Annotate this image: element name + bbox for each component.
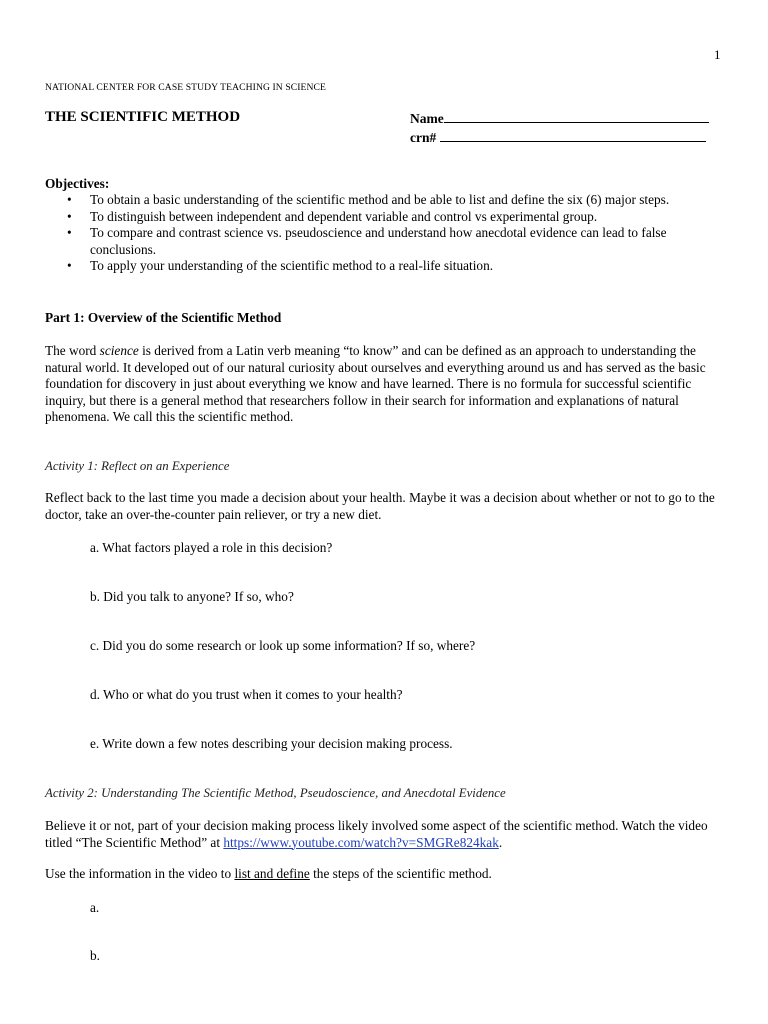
- name-blank-line[interactable]: [444, 109, 709, 123]
- document-title: THE SCIENTIFIC METHOD: [45, 109, 241, 125]
- question-a: a. What factors played a role in this decision?: [90, 540, 333, 555]
- objective-item: • To obtain a basic understanding of the scientific method and be able to list and define the six (6) major steps.: [67, 192, 670, 207]
- activity2-paragraph: Believe it or not, part of your decision making process likely involved some aspect of the scientific method. Watch the video titled “The Scientific Method” at https://www.youtube.com/watch?v=SMGRe824kak.: [45, 818, 708, 850]
- crn-blank-line[interactable]: [440, 128, 706, 142]
- italic-term: science: [99, 343, 139, 358]
- question-e: e. Write down a few notes describing your decision making process.: [90, 736, 453, 751]
- bullet-icon: •: [67, 225, 72, 240]
- question-c: c. Did you do some research or look up some information? If so, where?: [90, 638, 476, 653]
- crn-field-row: [410, 128, 706, 147]
- question-d: d. Who or what do you trust when it comes to your health?: [90, 687, 403, 702]
- step-a: a.: [90, 900, 100, 915]
- objectives-list: [45, 192, 735, 275]
- youtube-video-link[interactable]: https://www.youtube.com/watch?v=SMGRe824kak: [223, 834, 499, 850]
- underlined-phrase: list and define: [234, 866, 310, 881]
- activity1-title: Activity 1: Reflect on an Experience: [45, 459, 230, 473]
- part1-paragraph: The word science is derived from a Latin verb meaning “to know” and can be defined as an approach to understanding the natural world. It developed out of our natural curiosity about ourselves and everything around us and has served as the basic foundation for discovery in just about everything we know and have learned. There is no formula for successful scientific inquiry, but there is a general method that researchers follow in their search for information and explanations of natural phenomena. We call this the scientific method.: [45, 343, 706, 424]
- crn-label: crn#: [410, 130, 437, 145]
- step-b: b.: [90, 948, 100, 963]
- activity2-instruction: Use the information in the video to list and define the steps of the scientific method.: [45, 866, 492, 881]
- objectives-label: Objectives:: [45, 176, 110, 191]
- organization-header: NATIONAL CENTER FOR CASE STUDY TEACHING IN SCIENCE: [45, 82, 326, 93]
- name-label: Name: [410, 111, 444, 126]
- bullet-icon: •: [67, 192, 72, 207]
- part1-heading: Part 1: Overview of the Scientific Method: [45, 310, 282, 325]
- page-number: 1: [714, 47, 721, 62]
- bullet-icon: •: [67, 258, 72, 273]
- bullet-icon: •: [67, 208, 72, 224]
- objective-item: • To compare and contrast science vs. pseudoscience and understand how anecdotal evidence can lead to false conclusions.: [67, 225, 667, 257]
- activity1-intro: Reflect back to the last time you made a decision about your health. Maybe it was a decision about whether or not to go to the doctor, take an over-the-counter pain reliever, or try a new diet.: [45, 490, 715, 522]
- activity2-title: Activity 2: Understanding The Scientific Method, Pseudoscience, and Anecdotal Evidence: [45, 786, 506, 800]
- name-field-row: [410, 109, 709, 128]
- objective-item: • To distinguish between independent and dependent variable and control vs experimental group.: [67, 208, 598, 224]
- objective-item: • To apply your understanding of the scientific method to a real-life situation.: [67, 258, 494, 273]
- question-b: b. Did you talk to anyone? If so, who?: [90, 589, 294, 604]
